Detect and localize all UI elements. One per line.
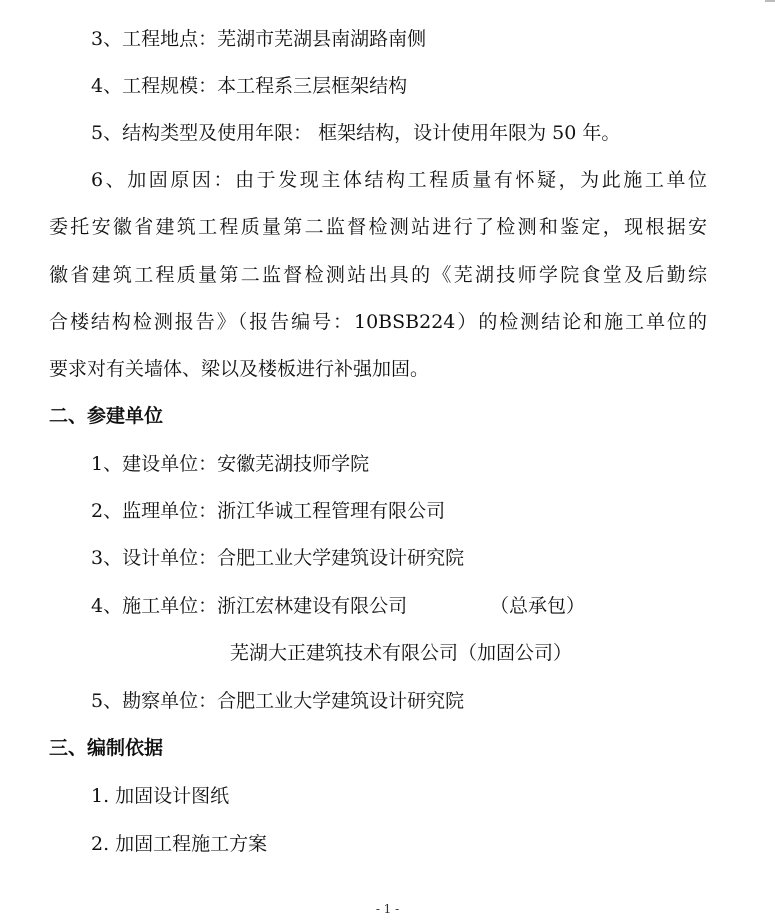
design-unit: 3、设计单位：合肥工业大学建筑设计研究院 xyxy=(91,547,465,569)
supervision-unit: 2、监理单位：浙江华诚工程管理有限公司 xyxy=(91,500,446,522)
reinforcement-reason-line-5: 要求对有关墙体、梁以及楼板进行补强加固。 xyxy=(49,358,430,380)
section-heading-participants: 二、参建单位 xyxy=(49,405,164,427)
owner-unit: 1、建设单位：安徽芜湖技师学院 xyxy=(91,453,370,475)
general-contractor-note: （总承包） xyxy=(490,595,586,617)
reinforcement-reason-line-2: 委托安徽省建筑工程质量第二监督检测站进行了检测和鉴定，现根据安 xyxy=(49,216,707,238)
reinforcement-reason-line-4: 合楼结构检测报告》（报告编号：10BSB224）的检测结论和施工单位的 xyxy=(49,311,707,333)
survey-unit: 5、勘察单位：合肥工业大学建筑设计研究院 xyxy=(91,690,465,712)
basis-item-plan: 2. 加固工程施工方案 xyxy=(91,833,268,855)
section-heading-basis: 三、编制依据 xyxy=(49,737,164,759)
page-number: - 1 - xyxy=(375,902,400,916)
project-location: 3、工程地点：芜湖市芜湖县南湖路南侧 xyxy=(91,28,427,50)
reinforcement-reason-line-1: 6、加固原因：由于发现主体结构工程质量有怀疑，为此施工单位 xyxy=(91,169,707,191)
construction-unit: 4、施工单位：浙江宏林建设有限公司 xyxy=(91,595,408,617)
reinforcement-contractor: 芜湖大正建筑技术有限公司（加固公司） xyxy=(230,642,573,664)
basis-item-drawings: 1. 加固设计图纸 xyxy=(91,785,230,807)
structure-type: 5、结构类型及使用年限： 框架结构，设计使用年限为 50 年。 xyxy=(91,122,621,144)
reinforcement-reason-line-3: 徽省建筑工程质量第二监督检测站出具的《芜湖技师学院食堂及后勤综 xyxy=(49,264,707,286)
project-scale: 4、工程规模：本工程系三层框架结构 xyxy=(91,75,408,97)
page-edge-mark xyxy=(765,0,775,2)
